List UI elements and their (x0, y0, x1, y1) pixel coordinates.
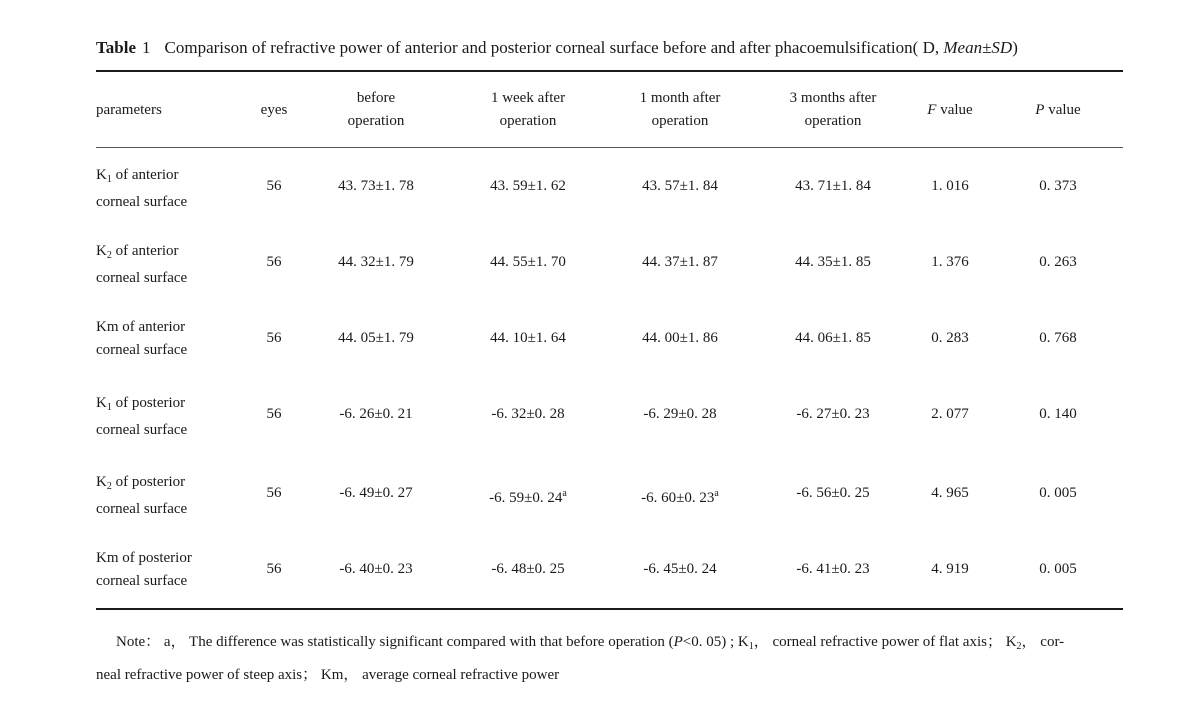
header-before (316, 87, 436, 133)
cell-month: -6. 45±0. 24 (643, 561, 717, 577)
cell-month: -6. 29±0. 28 (643, 406, 717, 422)
header-p-text: value (1044, 102, 1081, 118)
cell-before: -6. 40±0. 23 (339, 561, 413, 577)
table-caption (96, 38, 1126, 58)
cell-p-value: 0. 140 (1039, 406, 1077, 422)
row-parameter (96, 392, 246, 442)
note-part2: <0. 05) ; K (682, 634, 749, 650)
cell-f-value: 4. 919 (931, 561, 969, 577)
cell-week: 44. 55±1. 70 (490, 254, 566, 270)
header-f-value (900, 99, 1000, 122)
cell-eyes: 56 (266, 254, 282, 270)
cell-eyes: 56 (266, 178, 282, 194)
significance-mark: a (714, 488, 719, 499)
parameter-line1: Km of anterior (96, 319, 186, 335)
parameter-line2: corneal surface (96, 270, 188, 286)
header-week-line2: operation (499, 113, 557, 129)
cell-p-value: 0. 263 (1039, 254, 1077, 270)
cell-before: -6. 49±0. 27 (339, 485, 413, 501)
cell-week: -6. 48±0. 25 (491, 561, 565, 577)
parameter-line1: $K_1$ of posterior (96, 395, 186, 413)
header-3months-line1: 3 months after (789, 90, 877, 106)
caption-stat: Mean±SD (943, 38, 1013, 57)
header-f-symbol: F (927, 102, 937, 118)
header-before-line1: before (356, 90, 396, 106)
cell-before: 43. 73±1. 78 (338, 178, 414, 194)
cell-p-value: 0. 373 (1039, 178, 1077, 194)
cell-3months: -6. 56±0. 25 (796, 485, 870, 501)
cell-f-value: 2. 077 (931, 406, 969, 422)
header-parameters: parameters (96, 102, 162, 118)
header-p-symbol: P (1035, 102, 1045, 118)
cell-month: -6. 60±0. 23$^a$ (641, 488, 719, 506)
cell-before: -6. 26±0. 21 (339, 406, 413, 422)
table-label: Table (96, 38, 137, 57)
parameter-line1: $K_2$ of posterior (96, 474, 186, 492)
cell-week: -6. 32±0. 28 (491, 406, 565, 422)
header-rule (96, 147, 1123, 148)
note-part3: ， corneal refractive power of flat axis； K (753, 634, 1017, 650)
cell-month: 44. 37±1. 87 (642, 254, 718, 270)
header-month (610, 87, 750, 133)
cell-f-value: 1. 376 (931, 254, 969, 270)
cell-eyes: 56 (266, 330, 282, 346)
cell-f-value: 1. 016 (931, 178, 969, 194)
significance-mark: a (562, 488, 567, 499)
header-f-text: value (936, 102, 973, 118)
note-sub1: 1 (748, 641, 754, 652)
note-part4: ， cor- (1021, 634, 1065, 650)
header-before-line2: operation (347, 113, 405, 129)
header-week-line1: 1 week after (490, 90, 566, 106)
parameter-line2: corneal surface (96, 194, 188, 210)
cell-eyes: 56 (266, 485, 282, 501)
parameter-line1: Km of posterior (96, 550, 192, 566)
table-number: 1 (142, 38, 151, 57)
row-parameter (96, 316, 246, 362)
cell-p-value: 0. 005 (1039, 485, 1077, 501)
note-line1 (96, 628, 1126, 661)
cell-eyes: 56 (266, 406, 282, 422)
cell-3months: 43. 71±1. 84 (795, 178, 871, 194)
top-rule (96, 70, 1123, 72)
row-parameter (96, 240, 246, 290)
cell-week: -6. 59±0. 24$^a$ (489, 488, 567, 506)
cell-month: 44. 00±1. 86 (642, 330, 718, 346)
cell-before: 44. 32±1. 79 (338, 254, 414, 270)
parameter-line1: $K_1$ of anterior (96, 167, 179, 185)
header-3months-line2: operation (804, 113, 862, 129)
cell-3months: 44. 06±1. 85 (795, 330, 871, 346)
parameter-line2: corneal surface (96, 342, 188, 358)
row-parameter (96, 547, 246, 593)
note-sub2: 2 (1016, 641, 1022, 652)
note-line2: neal refractive power of steep axis； Km， average corneal refractive power (96, 667, 560, 683)
parameter-line1: $K_2$ of anterior (96, 243, 179, 261)
caption-close: ) (1012, 38, 1018, 57)
note-part1: Note： a， The difference was statistically significant compared with that before operation ( (116, 634, 674, 650)
cell-3months: 44. 35±1. 85 (795, 254, 871, 270)
parameter-line2: corneal surface (96, 501, 188, 517)
cell-week: 43. 59±1. 62 (490, 178, 566, 194)
header-month-line1: 1 month after (639, 90, 721, 106)
bottom-rule (96, 608, 1123, 610)
row-parameter (96, 164, 246, 214)
cell-3months: -6. 27±0. 23 (796, 406, 870, 422)
header-p-value (1008, 99, 1108, 122)
cell-eyes: 56 (266, 561, 282, 577)
header-month-line2: operation (651, 113, 709, 129)
cell-3months: -6. 41±0. 23 (796, 561, 870, 577)
header-week (458, 87, 598, 133)
cell-week: 44. 10±1. 64 (490, 330, 566, 346)
note-p-symbol: P (673, 634, 683, 650)
cell-f-value: 4. 965 (931, 485, 969, 501)
cell-f-value: 0. 283 (931, 330, 969, 346)
row-parameter (96, 471, 246, 521)
parameter-line2: corneal surface (96, 573, 188, 589)
header-3months (758, 87, 908, 133)
cell-month: 43. 57±1. 84 (642, 178, 718, 194)
cell-p-value: 0. 005 (1039, 561, 1077, 577)
parameter-line2: corneal surface (96, 422, 188, 438)
caption-text: Comparison of refractive power of anterior and posterior corneal surface before and after phacoemulsification( D, (164, 38, 940, 57)
header-eyes: eyes (260, 102, 288, 118)
cell-before: 44. 05±1. 79 (338, 330, 414, 346)
cell-p-value: 0. 768 (1039, 330, 1077, 346)
table-note (96, 628, 1126, 690)
